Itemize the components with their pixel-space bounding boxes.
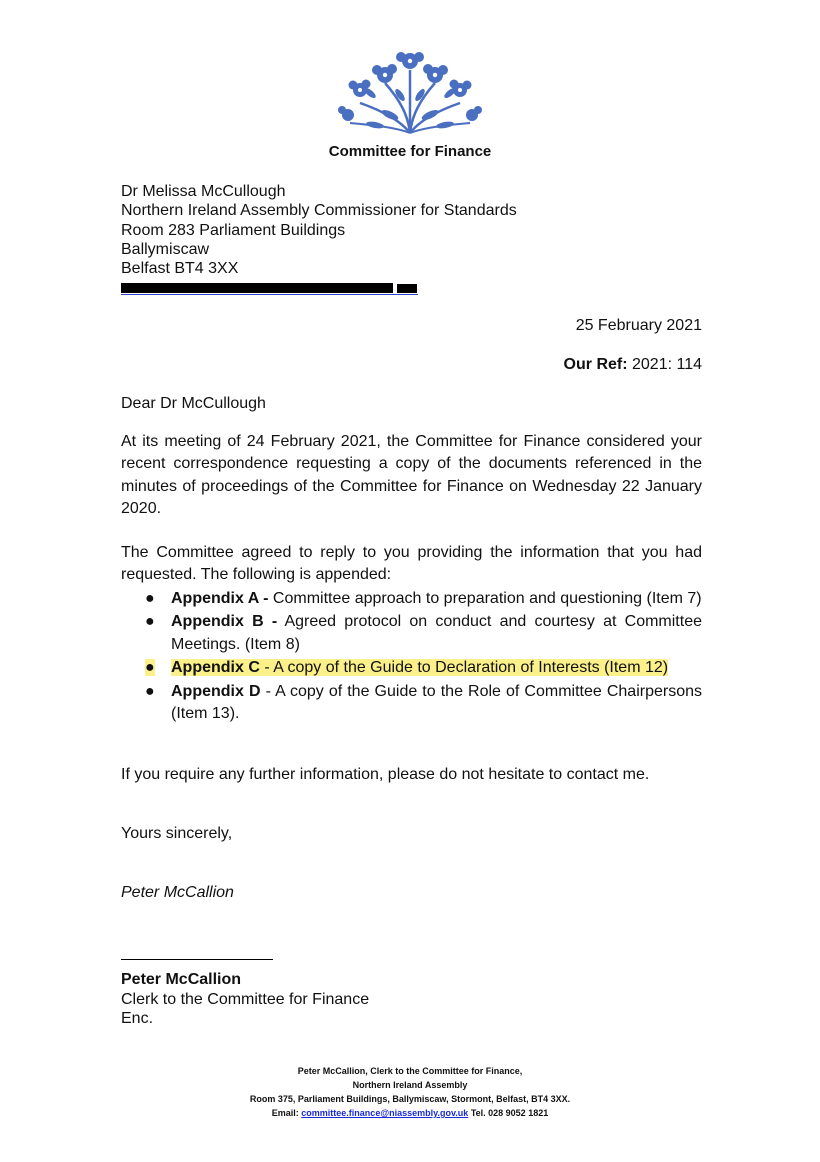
letter-date: 25 February 2021 (575, 317, 702, 334)
bullet-icon: ● (145, 613, 155, 631)
recipient-locality: Ballymiscaw (121, 240, 210, 258)
reference-label: Our Ref: (563, 356, 628, 373)
list-item (121, 681, 702, 726)
recipient-address (121, 182, 517, 278)
bullet-icon: ● (145, 590, 155, 607)
redaction-bar (397, 284, 417, 293)
recipient-city: Belfast BT4 3XX (121, 260, 239, 278)
signer-name: Peter McCallion (121, 971, 242, 988)
closing: Yours sincerely, (121, 825, 233, 842)
reference-value: 2021: 114 (632, 356, 702, 373)
signature-line (121, 959, 273, 960)
signer-block (121, 970, 369, 1029)
signer-role: Clerk to the Committee for Finance (121, 990, 370, 1008)
appendix-label: Appendix B - (171, 613, 278, 631)
bullet-icon: ● (145, 682, 155, 700)
salutation: Dear Dr McCullough (121, 395, 266, 412)
bullet-icon: ● (145, 659, 155, 677)
enclosure-note: Enc. (121, 1010, 154, 1027)
appendix-description: Committee approach to preparation and questioning (Item 7) (268, 590, 702, 607)
footer-line: Room 375, Parliament Buildings, Ballymiscaw, Stormont, Belfast, BT4 3XX. (249, 1094, 571, 1104)
footer-contact (0, 1106, 820, 1120)
further-info-text: If you require any further information, please do not hesitate to contact me. (121, 766, 650, 783)
redacted-email (121, 283, 419, 295)
footer-line: Peter McCallion, Clerk to the Committee for Finance, (297, 1066, 523, 1076)
our-reference (564, 356, 702, 374)
appendix-label: Appendix C (171, 659, 260, 677)
appendix-label: Appendix A - (171, 590, 269, 607)
email-link[interactable]: committee.finance@niassembly.gov.uk (301, 1108, 469, 1118)
recipient-name: Dr Melissa McCullough (121, 183, 286, 200)
appendix-label: Appendix D (171, 682, 261, 700)
appendix-description: - A copy of the Guide to Declaration of Interests (Item 12) (259, 659, 669, 677)
list-item (121, 588, 702, 610)
signature: Peter McCallion (121, 884, 234, 901)
flax-flower-emblem-icon (330, 45, 490, 135)
body-paragraph-2: The Committee agreed to reply to you providing the information that you had requested. The following is appended: (121, 544, 702, 584)
link-underline (121, 294, 418, 295)
list-item (121, 611, 702, 656)
letter-footer (0, 1064, 820, 1120)
footer-line: Northern Ireland Assembly (352, 1080, 468, 1090)
committee-title: Committee for Finance (328, 143, 492, 160)
list-item (121, 657, 702, 679)
appendix-description: - A copy of the Guide to the Role of Committee Chairpersons (Item 13). (171, 682, 703, 723)
recipient-room: Room 283 Parliament Buildings (121, 221, 346, 239)
appendix-description: Agreed protocol on conduct and courtesy at Committee Meetings. (Item 8) (171, 613, 702, 653)
email-label: Email: (271, 1108, 299, 1118)
appendix-list (121, 588, 702, 726)
recipient-title: Northern Ireland Assembly Commissioner for Standards (121, 202, 517, 220)
redaction-bar (121, 283, 393, 293)
telephone: Tel. 028 9052 1821 (470, 1108, 549, 1118)
body-paragraph-1: At its meeting of 24 February 2021, the Committee for Finance considered your recent correspondence requesting a copy of the documents referenced in the minutes of proceedings of the Committee for Finance on Wednesday 22 January 2020. (121, 433, 702, 518)
